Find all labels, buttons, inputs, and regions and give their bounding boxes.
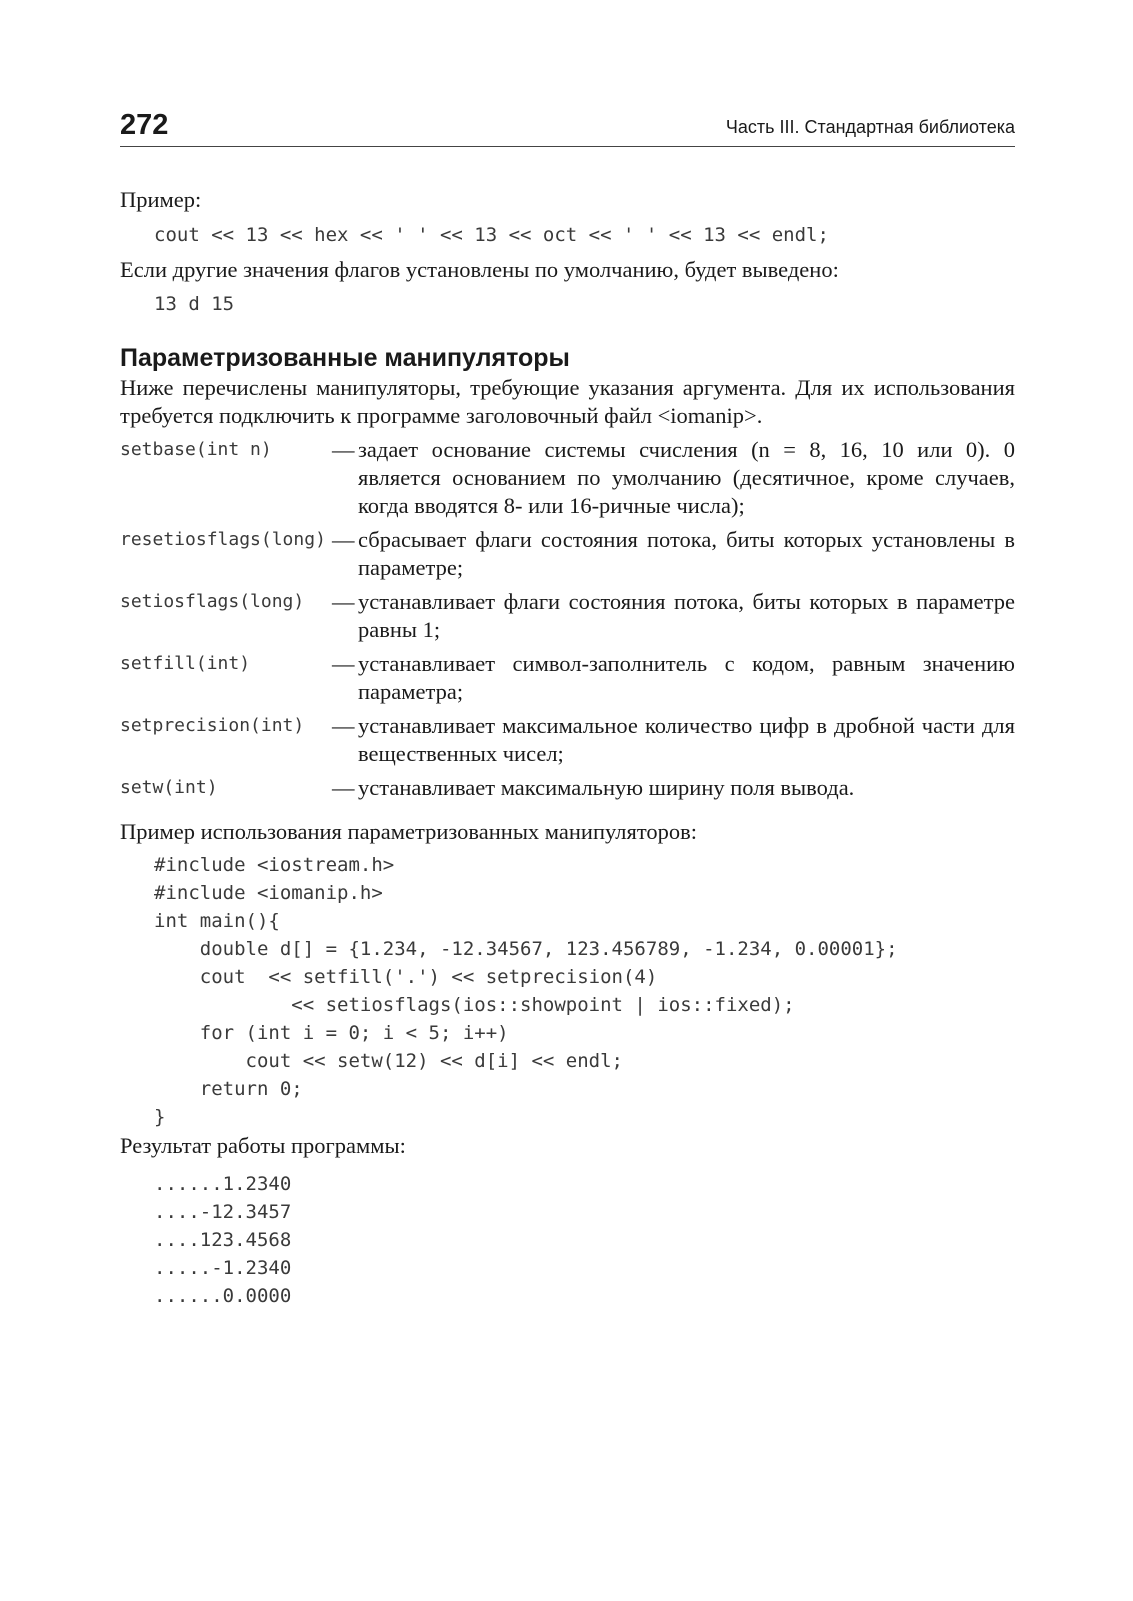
dash: — <box>332 437 355 462</box>
running-title: Часть III. Стандартная библиотека <box>725 117 1015 137</box>
manipulator-description: устанавливает флаги состояния потока, биты которых в параметре равны 1; <box>358 589 1015 642</box>
example-label: Пример: <box>120 187 202 212</box>
program-output: ......1.2340 ....-12.3457 ....123.4568 .....-1.2340 ......0.0000 <box>154 1173 292 1307</box>
section-heading: Параметризованные манипуляторы <box>120 344 570 372</box>
result-intro: Если другие значения флагов установлены по умолчанию, будет выведено: <box>120 257 839 282</box>
manipulator-description: устанавливает максимальную ширину поля вывода. <box>358 775 855 800</box>
manipulator-name: setbase(int n) <box>120 439 272 460</box>
manipulator-name: resetiosflags(long) <box>120 529 326 550</box>
dash: — <box>332 527 355 552</box>
manipulator-name: setfill(int) <box>120 653 251 674</box>
program-listing: #include <iostream.h> #include <iomanip.h> int main(){ double d[] = {1.234, -12.34567, 123.456789, -1.234, 0.00001}; cout << setfill('.') << setprecision(4) << setiosflags(ios::showpoint | ios::fixed); for (int i = 0; i < 5; i++) cout << setw(12) << d[i] << endl; return 0; } <box>154 854 898 1128</box>
manipulator-name: setiosflags(long) <box>120 591 305 612</box>
manipulator-description: устанавливает максимальное количество цифр в дробной части для вещественных чисел; <box>358 713 1015 766</box>
header-rule <box>120 146 1015 147</box>
dash: — <box>332 589 355 614</box>
dash: — <box>332 713 355 738</box>
manipulator-description: задает основание системы счисления (n = 8, 16, 10 или 0). 0 является основанием по умолчанию (десятичное, кроме случаев, когда вводятся 8- или 16-ричные числа); <box>358 437 1015 518</box>
result-label: Результат работы программы: <box>120 1133 406 1158</box>
example2-label: Пример использования параметризованных манипуляторов: <box>120 819 698 844</box>
manipulator-description: сбрасывает флаги состояния потока, биты которых установлены в параметре; <box>358 527 1015 580</box>
section-intro: Ниже перечислены манипуляторы, требующие указания аргумента. Для их использования требуется подключить к программе заголовочный файл <iomanip>. <box>120 375 1015 428</box>
example-output: 13 d 15 <box>154 293 235 315</box>
dash: — <box>332 775 355 800</box>
dash: — <box>332 651 355 676</box>
manipulator-name: setw(int) <box>120 777 218 798</box>
example-code: cout << 13 << hex << ' ' << 13 << oct << ' ' << 13 << endl; <box>154 224 829 246</box>
page-number: 272 <box>120 109 169 141</box>
manipulator-name: setprecision(int) <box>120 715 305 736</box>
manipulator-description: устанавливает символ-заполнитель с кодом, равным значению параметра; <box>358 651 1015 704</box>
